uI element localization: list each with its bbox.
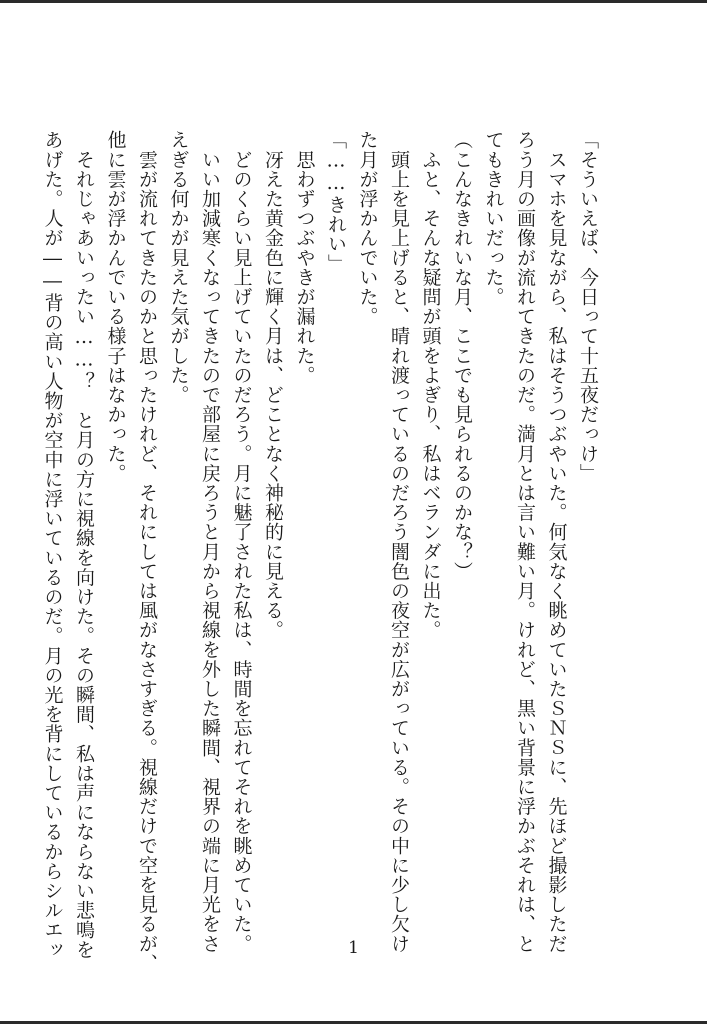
text-line: あげた。人が――背の高い人物が空中に浮いているのだ。月の光を背にしているからシルエッ bbox=[41, 130, 64, 960]
text-line: 「……きれい」 bbox=[325, 130, 347, 274]
text-line: 「そういえば、今日って十五夜だっけ」 bbox=[577, 130, 599, 483]
text-line: 他に雲が浮かんでいる様子はなかった。 bbox=[104, 130, 127, 483]
text-line: スマホを見ながら、私はそうつぶやいた。何気なく眺めていたＳＮＳに、先ほど撮影しただ bbox=[545, 130, 568, 954]
text-line: えぎる何かが見えた気がした。 bbox=[167, 130, 190, 405]
text-line: 雲が流れてきたのかと思ったけれど、それにしては風がなさすぎる。視線だけで空を見るが、 bbox=[136, 130, 158, 973]
text-line: 思わずつぶやきが漏れた。 bbox=[293, 130, 316, 385]
text-line: ろう月の画像が流れてきたのだ。満月とは言い難い月。けれど、黒い背景に浮かぶそれは、と bbox=[514, 130, 536, 954]
top-border-rule bbox=[0, 0, 707, 3]
text-line: （こんなきれいな月、ここでも見られるのかな？） bbox=[451, 130, 473, 581]
text-line: それじゃあいったい……？ と月の方に視線を向けた。その瞬間、私は声にならない悲鳴を bbox=[73, 130, 95, 960]
text-line: いい加減寒くなってきたので部屋に戻ろうと月から視線を外した瞬間、視界の端に月光をさ bbox=[199, 130, 221, 954]
text-line: 頭上を見上げると、晴れ渡っているのだろう闇色の夜空が広がっている。その中に少し欠け bbox=[388, 130, 410, 954]
text-line: ふと、そんな疑問が頭をよぎり、私はベランダに出た。 bbox=[419, 130, 442, 640]
text-line: た月が浮かんでいた。 bbox=[356, 130, 379, 326]
text-line: 冴えた黄金色に輝く月は、どことなく神秘的に見える。 bbox=[262, 130, 284, 640]
text-line: てもきれいだった。 bbox=[482, 130, 505, 307]
vertical-text-body bbox=[36, 130, 603, 973]
page-number: 1 bbox=[348, 938, 359, 958]
text-line: どのくらい見上げていたのだろう。月に魅了された私は、時間を忘れてそれを眺めていた。 bbox=[230, 130, 253, 954]
